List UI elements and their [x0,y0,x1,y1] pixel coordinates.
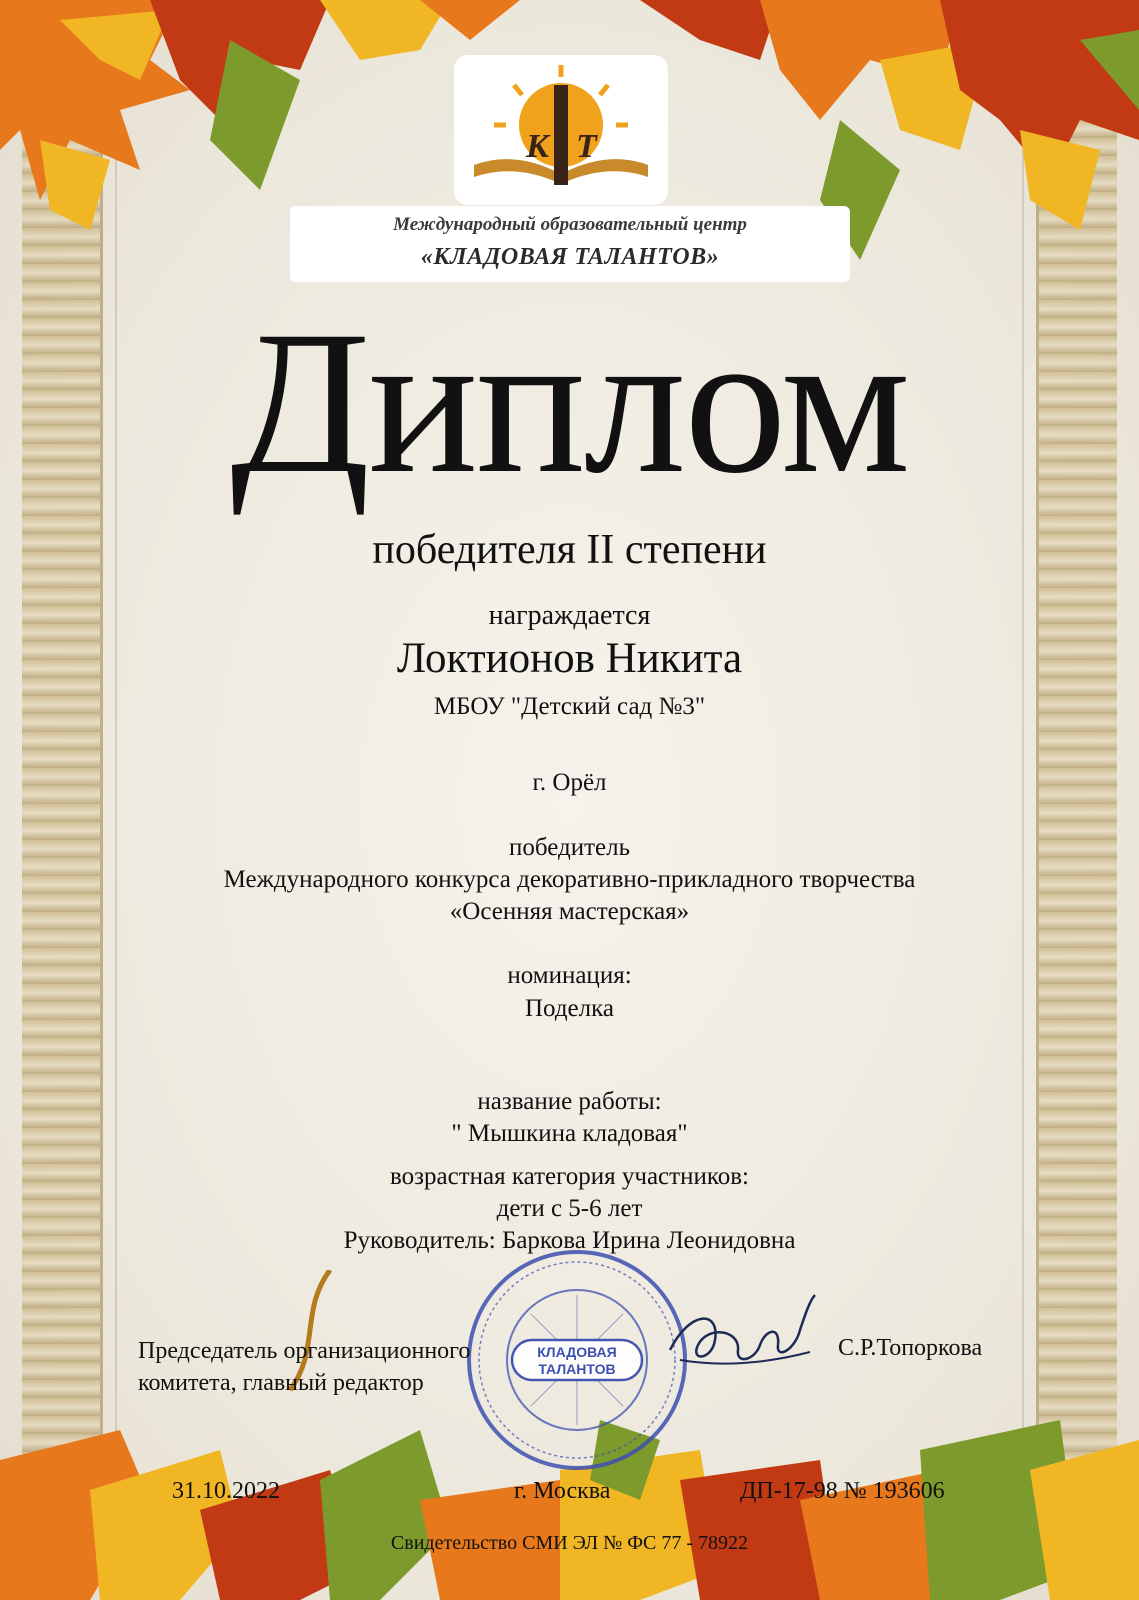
issue-city: г. Москва [514,1478,611,1504]
handwritten-signature [660,1290,820,1385]
stamp-text-line1: КЛАДОВАЯ [537,1344,617,1360]
age-category-value: дети с 5-6 лет [496,1195,643,1222]
diploma-subtitle: победителя II степени [372,527,767,573]
signatory-role-line2: комитета, главный редактор [138,1370,424,1397]
diploma-title: Диплом [230,289,909,516]
svg-text:Т: Т [576,128,597,165]
issue-date: 31.10.2022 [172,1478,280,1504]
recipient-name: Локтионов Никита [396,635,743,682]
supervisor: Руководитель: Баркова Ирина Леонидовна [343,1227,796,1254]
nomination-value: Поделка [525,995,614,1022]
winner-label: победитель [508,834,631,861]
recipient-city: г. Орёл [532,769,607,796]
media-certificate: Свидетельство СМИ ЭЛ № ФС 77 - 78922 [390,1532,749,1554]
nomination-label: номинация: [507,962,632,989]
institution: МБОУ "Детский сад №3" [433,693,706,720]
signatory-role-line1: Председатель организационного [138,1338,471,1364]
signatory-name: С.Р.Топоркова [838,1335,983,1361]
work-label: название работы: [477,1088,662,1115]
organization-banner [290,206,850,282]
official-stamp [462,1245,692,1475]
signatory-role [138,1335,470,1400]
contest-name: Международного конкурса декоративно-прикладного творчества [223,866,916,893]
organization-name: «КЛАДОВАЯ ТАЛАНТОВ» [420,244,720,270]
logo-icon [454,55,668,205]
logo-card [454,55,668,205]
svg-text:К: К [526,128,550,165]
awarded-label: награждается [488,600,651,631]
diploma-number: ДП-17-98 № 193606 [740,1478,945,1504]
work-title: " Мышкина кладовая" [451,1120,688,1147]
age-category-label: возрастная категория участников: [390,1163,749,1190]
contest-title: «Осенняя мастерская» [449,898,690,925]
organization-type: Международный образовательный центр [393,214,747,235]
stamp-text-line2: ТАЛАНТОВ [538,1361,616,1377]
